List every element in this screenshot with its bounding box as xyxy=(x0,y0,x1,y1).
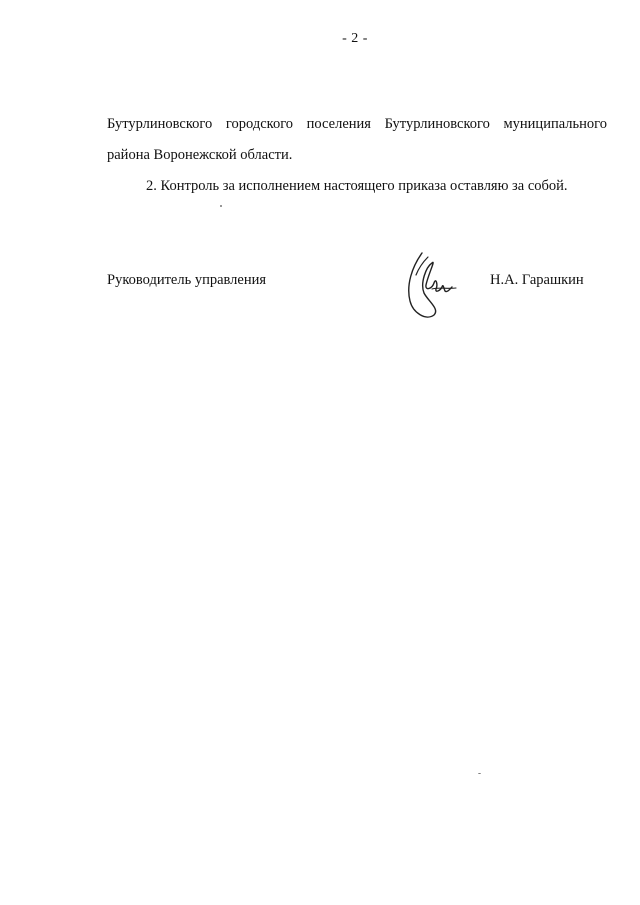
scan-speck xyxy=(220,205,222,207)
word: муниципального xyxy=(503,116,607,132)
scan-speck xyxy=(478,773,481,774)
paragraph-control-clause: 2. Контроль за исполнением настоящего приказа оставляю за собой. xyxy=(146,178,568,194)
signer-name: Н.А. Гарашкин xyxy=(490,272,584,288)
word: поселения xyxy=(306,116,371,132)
paragraph-line-2: района Воронежской области. xyxy=(107,147,293,163)
word: Бутурлиновского xyxy=(107,116,213,132)
page-number: - 2 - xyxy=(342,31,368,46)
paragraph-line-1 xyxy=(107,115,607,134)
word: Бутурлиновского xyxy=(384,116,490,132)
handwritten-signature xyxy=(398,245,458,325)
word: городского xyxy=(225,116,294,132)
position-title: Руководитель управления xyxy=(107,272,267,288)
